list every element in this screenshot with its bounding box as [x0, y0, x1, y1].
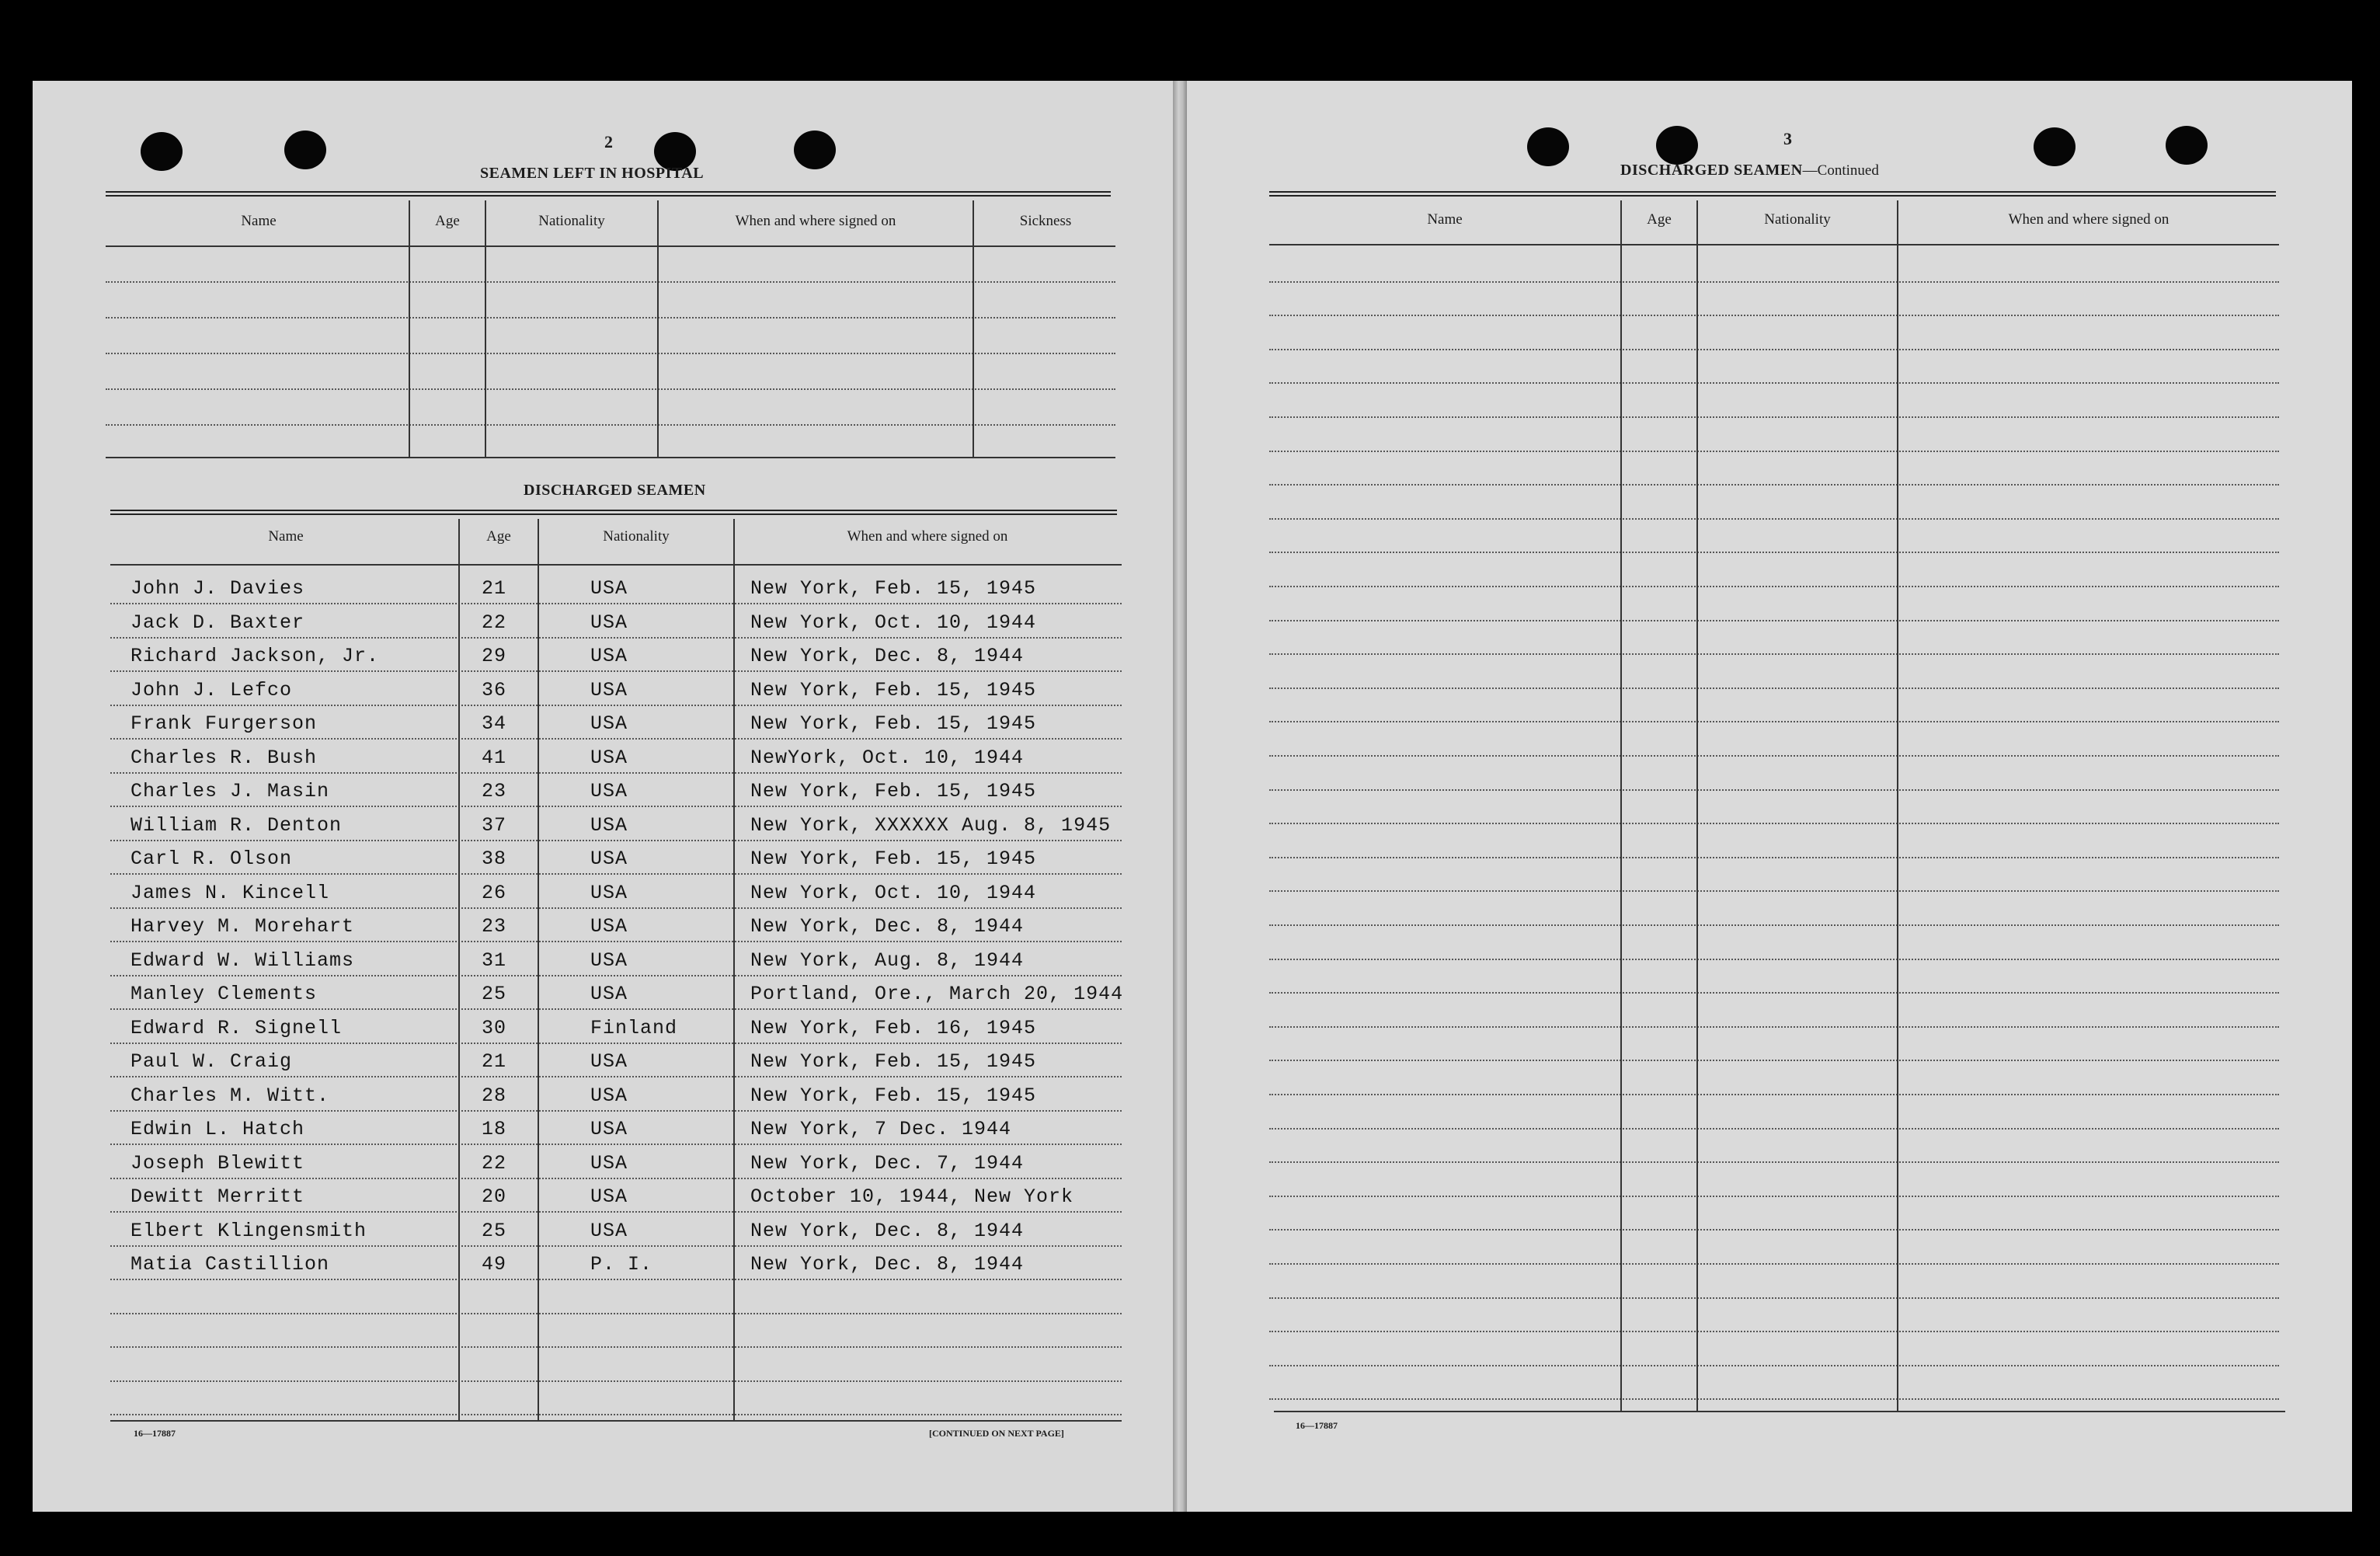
table-cell-age: 29	[482, 645, 507, 667]
hospital-header-sickness: Sickness	[1019, 213, 1072, 229]
table-cell-name: John J. Lefco	[130, 679, 293, 701]
table-cell-name: James N. Kincell	[130, 882, 330, 904]
table-cell-signed-on: New York, Feb. 15, 1945	[750, 1050, 1037, 1073]
hospital-header-nationality: Nationality	[538, 213, 605, 229]
hospital-header-signed-on: When and where signed on	[735, 213, 896, 229]
table-cell-signed-on: New York, Oct. 10, 1944	[750, 882, 1037, 904]
binder-hole	[1656, 126, 1698, 165]
table-cell-signed-on: New York, Feb. 15, 1945	[750, 679, 1037, 701]
table-cell-name: Joseph Blewitt	[130, 1152, 305, 1175]
binder-hole	[141, 132, 183, 171]
table-cell-nationality: P. I.	[590, 1253, 653, 1276]
table-cell-signed-on: New York, Aug. 8, 1944	[750, 949, 1025, 972]
table-cell-age: 25	[482, 983, 507, 1005]
table-cell-signed-on: October 10, 1944, New York	[750, 1185, 1074, 1208]
table-cell-nationality: USA	[590, 848, 628, 870]
table-cell-age: 31	[482, 949, 507, 972]
table-cell-name: William R. Denton	[130, 814, 343, 837]
table-cell-age: 23	[482, 780, 507, 802]
table-cell-signed-on: New York, Feb. 16, 1945	[750, 1017, 1037, 1039]
table-cell-signed-on: New York, Feb. 15, 1945	[750, 780, 1037, 802]
table-cell-age: 21	[482, 577, 507, 600]
right-section-title	[1620, 162, 1879, 179]
table-cell-nationality: Finland	[590, 1017, 678, 1039]
binder-hole	[284, 131, 326, 169]
table-cell-signed-on: New York, Feb. 15, 1945	[750, 577, 1037, 600]
table-cell-name: Paul W. Craig	[130, 1050, 293, 1073]
table-cell-name: Matia Castillion	[130, 1253, 330, 1276]
discharged-header-signed-on: When and where signed on	[847, 528, 1008, 545]
table-cell-signed-on: New York, Dec. 8, 1944	[750, 915, 1025, 938]
right-title-suffix: —Continued	[1802, 162, 1879, 179]
binder-hole	[2034, 127, 2076, 166]
table-cell-nationality: USA	[590, 645, 628, 667]
table-cell-nationality: USA	[590, 611, 628, 634]
table-cell-nationality: USA	[590, 1084, 628, 1107]
table-cell-nationality: USA	[590, 1050, 628, 1073]
table-cell-age: 38	[482, 848, 507, 870]
table-cell-nationality: USA	[590, 1185, 628, 1208]
table-rule	[110, 564, 1122, 566]
continued-note: [CONTINUED ON NEXT PAGE]	[929, 1428, 1064, 1439]
right-header-name: Name	[1427, 211, 1463, 228]
table-cell-signed-on: New York, Oct. 10, 1944	[750, 611, 1037, 634]
right-header-age: Age	[1647, 211, 1672, 228]
table-cell-age: 22	[482, 1152, 507, 1175]
table-cell-name: Richard Jackson, Jr.	[130, 645, 380, 667]
table-cell-nationality: USA	[590, 949, 628, 972]
table-cell-name: Jack D. Baxter	[130, 611, 305, 634]
section-rule	[110, 510, 1117, 515]
form-number: 16—17887	[1296, 1420, 1338, 1431]
discharged-header-age: Age	[486, 528, 511, 545]
table-cell-name: Charles R. Bush	[130, 747, 318, 769]
page-gutter	[1173, 81, 1187, 1512]
discharged-header-nationality: Nationality	[603, 528, 670, 545]
table-cell-age: 26	[482, 882, 507, 904]
table-cell-signed-on: New York, Dec. 7, 1944	[750, 1152, 1025, 1175]
table-cell-nationality: USA	[590, 983, 628, 1005]
table-cell-age: 36	[482, 679, 507, 701]
table-cell-name: Harvey M. Morehart	[130, 915, 355, 938]
table-cell-signed-on: New York, Feb. 15, 1945	[750, 848, 1037, 870]
table-cell-nationality: USA	[590, 814, 628, 837]
table-cell-nationality: USA	[590, 712, 628, 735]
table-cell-age: 49	[482, 1253, 507, 1276]
table-cell-nationality: USA	[590, 1220, 628, 1242]
section-rule	[1269, 191, 2276, 197]
page-number: 2	[604, 132, 613, 151]
table-cell-nationality: USA	[590, 747, 628, 769]
table-cell-nationality: USA	[590, 577, 628, 600]
table-cell-name: Edward W. Williams	[130, 949, 355, 972]
table-cell-age: 22	[482, 611, 507, 634]
table-cell-name: Edwin L. Hatch	[130, 1118, 305, 1140]
right-header-nationality: Nationality	[1764, 211, 1831, 228]
table-cell-signed-on: NewYork, Oct. 10, 1944	[750, 747, 1025, 769]
table-cell-age: 41	[482, 747, 507, 769]
table-cell-signed-on: New York, 7 Dec. 1944	[750, 1118, 1012, 1140]
table-cell-signed-on: New York, XXXXXX Aug. 8, 1945	[750, 814, 1112, 837]
discharged-section-title: DISCHARGED SEAMEN	[524, 482, 706, 499]
table-cell-name: Edward R. Signell	[130, 1017, 343, 1039]
table-cell-name: Manley Clements	[130, 983, 318, 1005]
page-number: 3	[1783, 129, 1792, 148]
binder-hole	[794, 131, 836, 169]
table-cell-age: 37	[482, 814, 507, 837]
table-rule	[106, 245, 1115, 247]
table-rule	[1269, 244, 2279, 245]
binder-hole	[2166, 126, 2208, 165]
discharged-header-name: Name	[268, 528, 304, 545]
table-cell-nationality: USA	[590, 679, 628, 701]
table-cell-nationality: USA	[590, 915, 628, 938]
table-cell-signed-on: New York, Dec. 8, 1944	[750, 1220, 1025, 1242]
hospital-section-title: SEAMEN LEFT IN HOSPITAL	[480, 165, 705, 182]
right-title-main: DISCHARGED SEAMEN	[1620, 162, 1803, 179]
table-cell-name: John J. Davies	[130, 577, 305, 600]
table-cell-signed-on: New York, Feb. 15, 1945	[750, 712, 1037, 735]
table-cell-age: 28	[482, 1084, 507, 1107]
hospital-header-age: Age	[435, 213, 460, 229]
binder-hole	[1527, 127, 1569, 166]
table-cell-signed-on: New York, Feb. 15, 1945	[750, 1084, 1037, 1107]
table-cell-name: Carl R. Olson	[130, 848, 293, 870]
table-cell-name: Charles J. Masin	[130, 780, 330, 802]
right-header-signed-on: When and where signed on	[2008, 211, 2169, 228]
form-number: 16—17887	[134, 1428, 176, 1439]
section-rule	[106, 191, 1111, 197]
table-cell-nationality: USA	[590, 1118, 628, 1140]
table-cell-age: 25	[482, 1220, 507, 1242]
table-cell-nationality: USA	[590, 780, 628, 802]
hospital-header-name: Name	[241, 213, 277, 229]
table-cell-age: 34	[482, 712, 507, 735]
table-cell-age: 18	[482, 1118, 507, 1140]
table-cell-name: Dewitt Merritt	[130, 1185, 305, 1208]
table-cell-age: 23	[482, 915, 507, 938]
table-cell-signed-on: New York, Dec. 8, 1944	[750, 1253, 1025, 1276]
table-cell-signed-on: Portland, Ore., March 20, 1944	[750, 983, 1124, 1005]
table-cell-nationality: USA	[590, 882, 628, 904]
table-cell-nationality: USA	[590, 1152, 628, 1175]
table-cell-age: 30	[482, 1017, 507, 1039]
table-cell-name: Charles M. Witt.	[130, 1084, 330, 1107]
table-cell-signed-on: New York, Dec. 8, 1944	[750, 645, 1025, 667]
table-cell-age: 21	[482, 1050, 507, 1073]
table-cell-name: Elbert Klingensmith	[130, 1220, 367, 1242]
table-cell-name: Frank Furgerson	[130, 712, 318, 735]
table-cell-age: 20	[482, 1185, 507, 1208]
